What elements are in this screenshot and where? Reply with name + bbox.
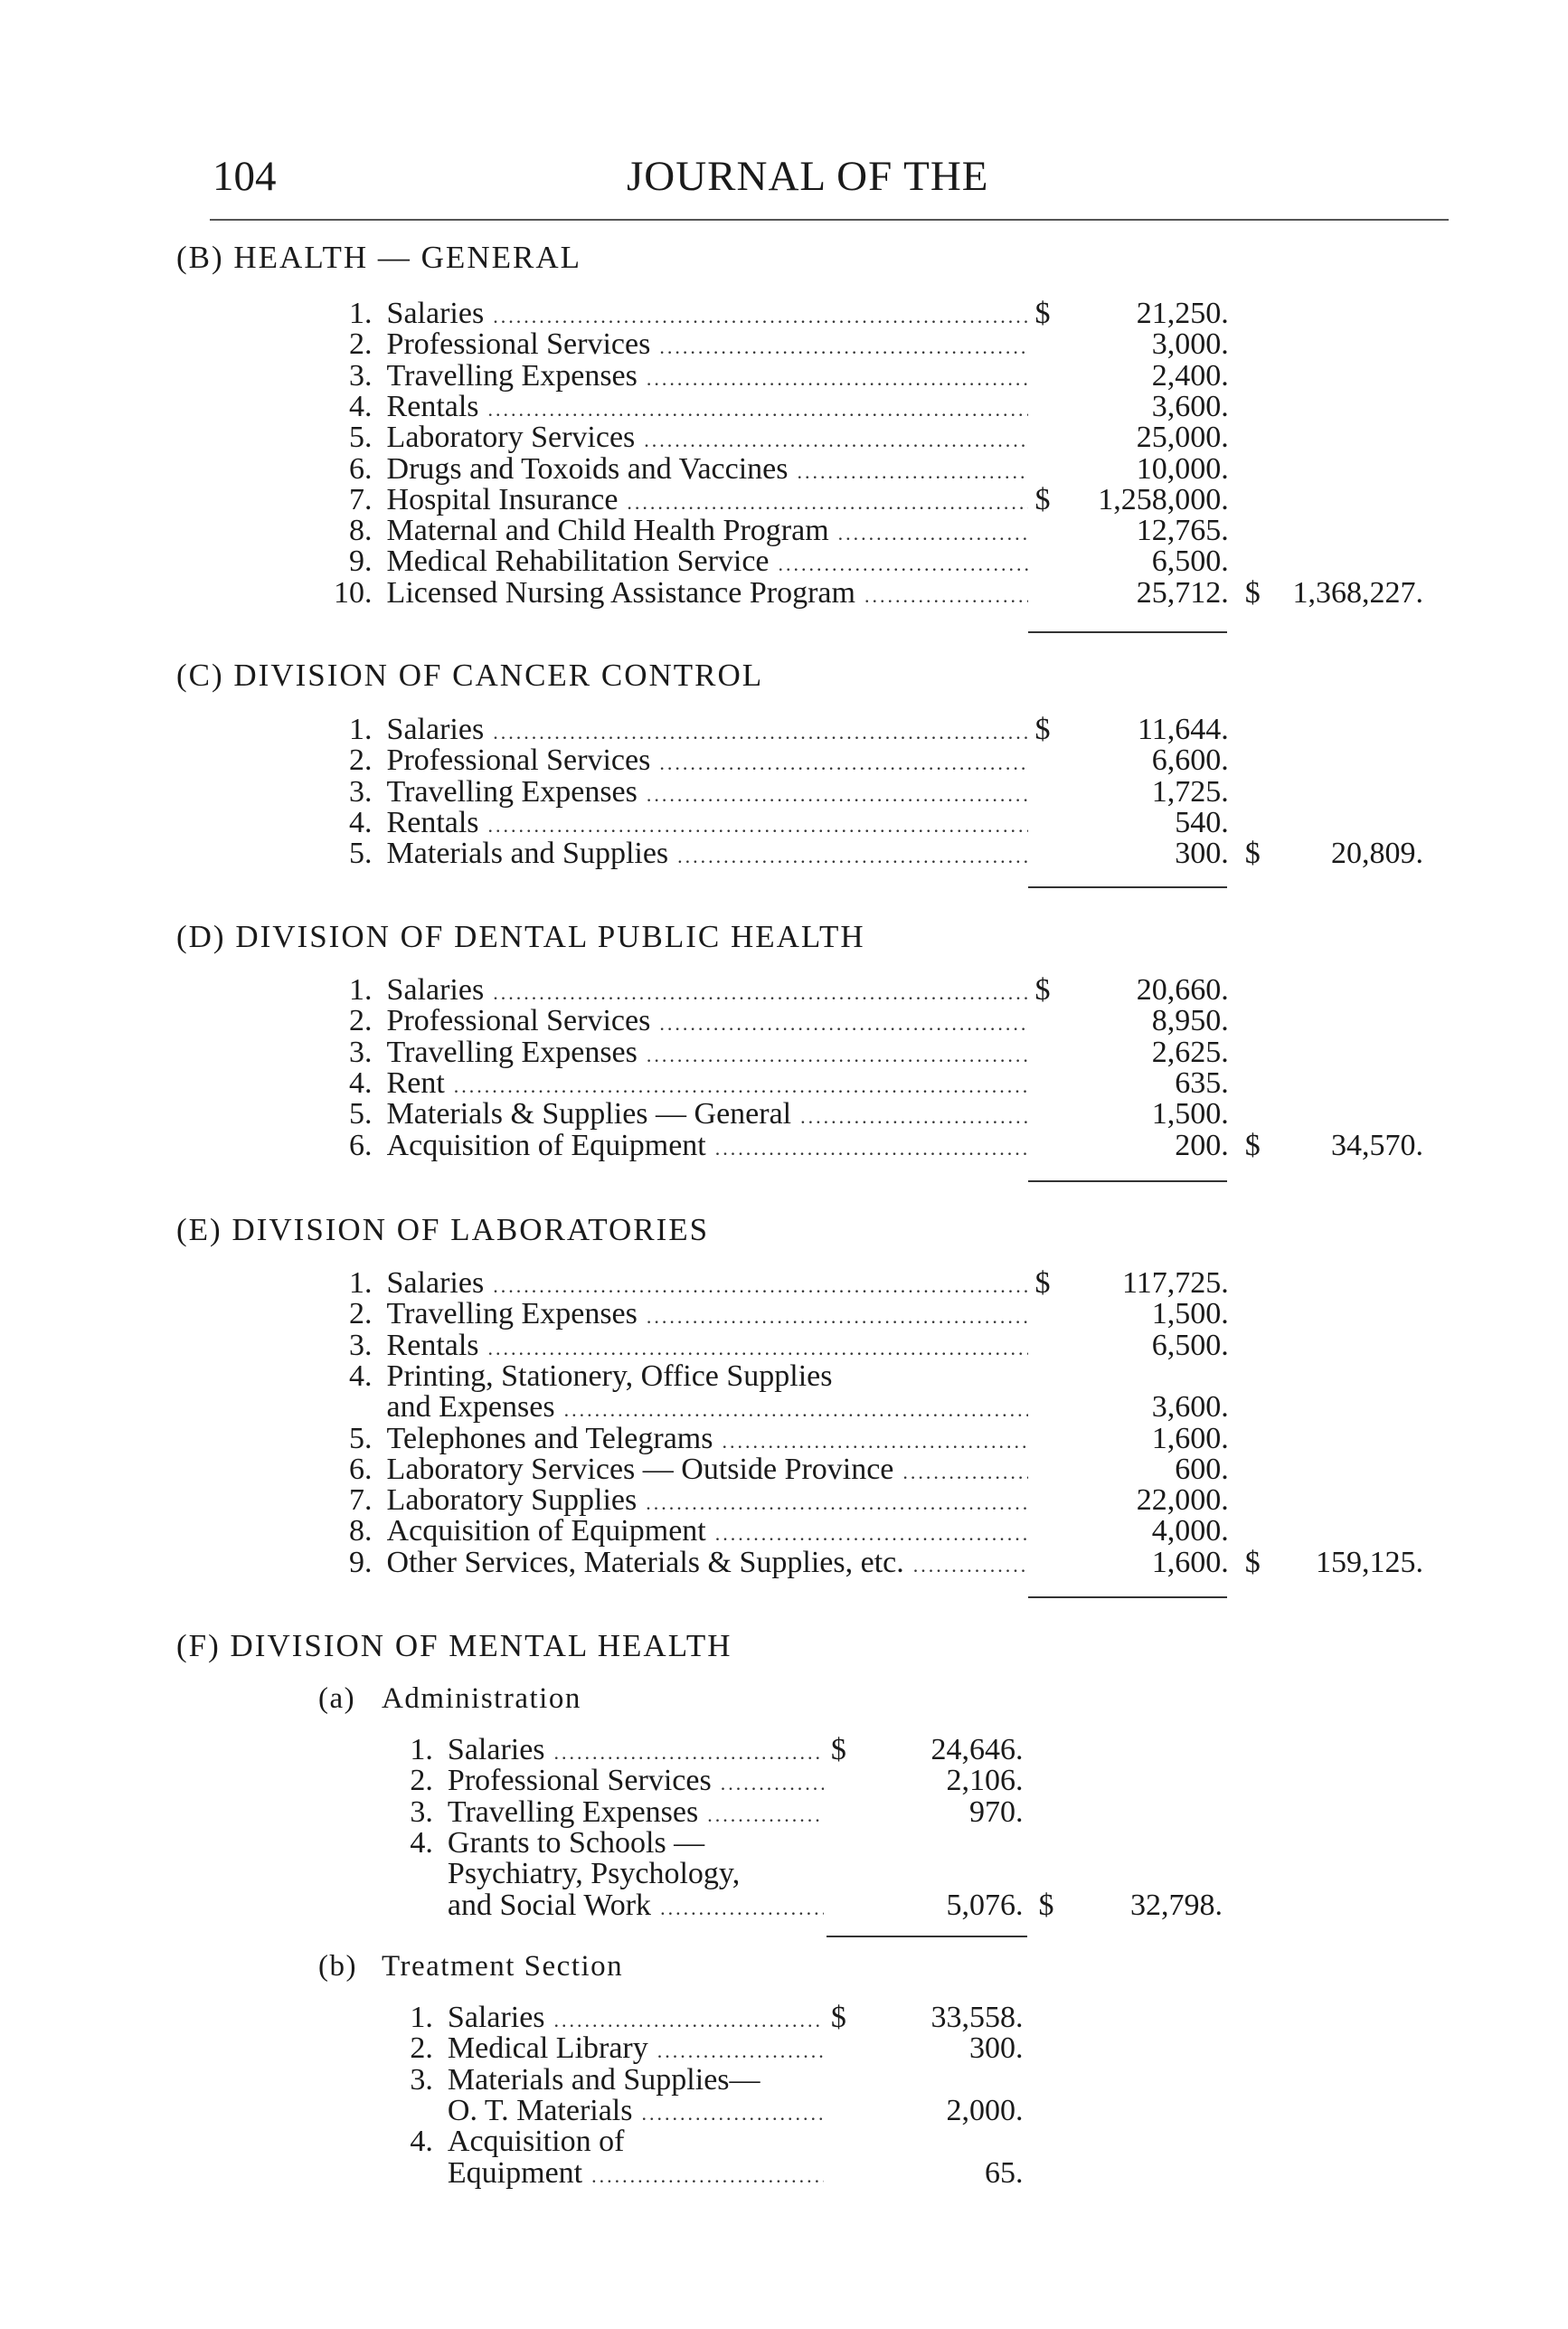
line-label-text: Salaries [386, 298, 485, 330]
section-total: 32,798. [1130, 1889, 1223, 1922]
section-label: (D) [176, 919, 226, 954]
budget-line [326, 516, 1423, 546]
line-amount: 8,950. [1151, 1004, 1229, 1037]
line-amount: 300. [968, 2031, 1024, 2065]
line-amount: 3,600. [1151, 390, 1229, 423]
line-label-text: Acquisition of Equipment [386, 1516, 706, 1548]
dot-leader [647, 1040, 1028, 1071]
line-number: 4. [349, 806, 373, 839]
dot-leader [646, 1488, 1027, 1519]
line-number: 1. [349, 713, 373, 746]
line-label-text: and Expenses [386, 1392, 555, 1424]
line-label-text: O. T. Materials [447, 2096, 633, 2127]
budget-line [393, 1797, 1223, 1828]
subsection-label: (b) [318, 1950, 357, 1983]
dot-leader [493, 301, 1027, 332]
dot-leader [644, 425, 1027, 456]
line-label [387, 1299, 1028, 1332]
line-label [387, 1268, 1028, 1302]
line-amount: 6,600. [1151, 743, 1229, 777]
line-number: 4. [349, 1359, 373, 1393]
dot-leader [677, 841, 1027, 872]
budget-line [393, 2096, 1223, 2126]
line-number: 2. [349, 743, 373, 777]
line-number: 3. [349, 359, 373, 393]
line-label-text: Laboratory Services — Outside Province [386, 1454, 894, 1486]
page-number: 104 [213, 153, 277, 200]
line-number: 3. [349, 1036, 373, 1069]
budget-line [326, 1392, 1423, 1423]
line-label [387, 298, 1028, 332]
budget-line [393, 1890, 1223, 1921]
section-total: 20,809. [1331, 837, 1423, 870]
line-label-text: Materials and Supplies [386, 838, 669, 870]
line-label [387, 485, 1028, 518]
line-number: 1. [349, 973, 373, 1007]
line-number: 2. [410, 2031, 433, 2065]
dollar-sign: $ [1034, 483, 1051, 516]
line-label-text: Travelling Expenses [386, 1299, 638, 1330]
line-number: 2. [410, 1764, 433, 1797]
section-total: 1,368,227. [1292, 576, 1423, 610]
line-number: 4. [349, 1066, 373, 1100]
section-e-heading [176, 1212, 709, 1248]
dot-leader [657, 2036, 824, 2067]
dot-leader [798, 457, 1028, 488]
line-number: 5. [349, 1422, 373, 1455]
budget-line [326, 1268, 1423, 1299]
section-b-heading [176, 240, 581, 276]
line-amount: 2,106. [946, 1764, 1024, 1797]
dot-leader [647, 780, 1028, 810]
budget-line [393, 1766, 1223, 1796]
line-label-text: Salaries [386, 715, 485, 746]
line-label-text: Hospital Insurance [386, 485, 619, 516]
line-label-text: Salaries [386, 1268, 485, 1300]
line-label-text: Salaries [447, 2002, 545, 2034]
line-label-text: Laboratory Supplies [386, 1485, 638, 1517]
line-label-text: Salaries [447, 1735, 545, 1766]
dot-leader [554, 2005, 824, 2036]
dot-leader [779, 549, 1028, 580]
budget-line [393, 2002, 1223, 2033]
line-label [387, 329, 1028, 363]
section-title: DIVISION OF MENTAL HEALTH [230, 1628, 732, 1663]
line-label [387, 838, 1028, 872]
line-amount: 600. [1175, 1453, 1229, 1486]
dot-leader [659, 332, 1027, 363]
line-label [387, 392, 1028, 425]
dot-leader [493, 717, 1027, 748]
budget-line [326, 715, 1423, 745]
budget-line [326, 1548, 1423, 1578]
line-label [448, 2002, 824, 2036]
budget-line [326, 838, 1423, 869]
section-title: HEALTH — GENERAL [233, 240, 581, 275]
subtotal-rule [1028, 886, 1227, 888]
line-label-text: Professional Services [386, 745, 651, 777]
line-amount: 3,600. [1151, 1390, 1229, 1424]
dot-leader [493, 978, 1027, 1008]
section-f-heading [176, 1628, 732, 1664]
budget-line [393, 2065, 1223, 2096]
subsection-title: Administration [382, 1682, 581, 1715]
line-label [387, 745, 1028, 779]
line-label-text: Telephones and Telegrams [386, 1424, 713, 1455]
dot-leader [647, 1302, 1028, 1332]
line-label [387, 975, 1028, 1008]
line-label [448, 2126, 824, 2157]
dot-leader [627, 488, 1027, 518]
dollar-sign: $ [1034, 713, 1051, 746]
budget-line [326, 298, 1423, 329]
budget-line [326, 329, 1423, 360]
budget-line [393, 1735, 1223, 1766]
line-label-text: Drugs and Toxoids and Vaccines [386, 454, 789, 486]
budget-line [393, 1859, 1223, 1889]
dot-leader [715, 1133, 1028, 1164]
subsection-a-heading [318, 1682, 581, 1716]
line-label-text: Professional Services [386, 329, 651, 361]
line-number: 5. [349, 837, 373, 870]
line-number: 6. [349, 452, 373, 486]
line-amount: 1,725. [1151, 775, 1229, 809]
line-amount: 1,500. [1151, 1097, 1229, 1131]
total-dollar-sign: $ [1038, 1889, 1054, 1922]
line-label [387, 422, 1028, 456]
total-dollar-sign: $ [1244, 1546, 1261, 1579]
dot-leader [715, 1519, 1028, 1549]
dot-leader [564, 1395, 1028, 1425]
section-title: DIVISION OF CANCER CONTROL [233, 658, 764, 693]
dot-leader [721, 1768, 824, 1799]
line-label-text: Materials & Supplies — General [386, 1099, 792, 1131]
total-dollar-sign: $ [1244, 1129, 1261, 1162]
budget-line [326, 745, 1423, 776]
line-number: 9. [349, 544, 373, 578]
line-label [387, 1361, 1028, 1392]
subsection-label: (a) [318, 1682, 356, 1715]
budget-line [326, 808, 1423, 838]
line-number: 10. [334, 576, 373, 610]
line-label [387, 715, 1028, 748]
line-amount: 65. [984, 2156, 1024, 2190]
budget-line [326, 422, 1423, 453]
budget-line [326, 392, 1423, 422]
line-label-text: Printing, Stationery, Office Supplies [386, 1359, 833, 1393]
line-label [387, 1006, 1028, 1039]
running-title: JOURNAL OF THE [627, 153, 989, 200]
dot-leader [554, 1737, 824, 1768]
line-label-text: Other Services, Materials & Supplies, etc. [386, 1548, 904, 1579]
line-label [448, 2033, 824, 2067]
line-amount: 300. [1175, 837, 1229, 870]
line-amount: 10,000. [1136, 452, 1229, 486]
line-label [448, 2158, 824, 2192]
line-label [387, 777, 1028, 810]
subtotal-rule [1028, 1180, 1227, 1182]
line-label-text: Medical Rehabilitation Service [386, 546, 770, 578]
line-amount: 3,000. [1151, 327, 1229, 361]
section-d-heading [176, 919, 865, 955]
line-number: 1. [410, 2001, 433, 2034]
line-label-text: Rentals [386, 392, 479, 423]
total-dollar-sign: $ [1244, 837, 1261, 870]
line-amount: 200. [1175, 1129, 1229, 1162]
budget-line [326, 1485, 1423, 1516]
section-label: (E) [176, 1212, 222, 1247]
dot-leader [660, 1893, 824, 1924]
line-number: 1. [349, 297, 373, 330]
line-amount: 33,558. [930, 2001, 1024, 2034]
line-label-text: and Social Work [447, 1890, 652, 1922]
line-amount: 11,644. [1137, 713, 1229, 746]
line-label [387, 516, 1028, 549]
line-label [387, 808, 1028, 841]
dollar-sign: $ [830, 2001, 846, 2034]
dot-leader [913, 1550, 1028, 1581]
dollar-sign: $ [1034, 1266, 1051, 1300]
line-label [387, 546, 1028, 580]
section-label: (C) [176, 658, 224, 693]
section-label: (B) [176, 240, 224, 275]
line-label [448, 2065, 824, 2096]
line-label-text: Travelling Expenses [447, 1797, 699, 1829]
budget-line [326, 1454, 1423, 1485]
line-label-text: Acquisition of Equipment [386, 1131, 706, 1162]
line-label [387, 1454, 1028, 1488]
budget-line [326, 454, 1423, 485]
line-amount: 22,000. [1136, 1483, 1229, 1517]
dot-leader [488, 394, 1028, 425]
line-number: 6. [349, 1129, 373, 1162]
budget-line [393, 1828, 1223, 1859]
line-amount: 2,000. [946, 2094, 1024, 2127]
line-number: 3. [410, 1795, 433, 1829]
budget-line [393, 2033, 1223, 2064]
dot-leader [454, 1071, 1028, 1102]
dollar-sign: $ [1034, 297, 1051, 330]
budget-line [326, 1131, 1423, 1161]
dollar-sign: $ [1034, 973, 1051, 1007]
budget-line [326, 1037, 1423, 1068]
section-title: DIVISION OF LABORATORIES [231, 1212, 710, 1247]
line-label [387, 361, 1028, 394]
line-label [387, 1424, 1028, 1457]
budget-line [326, 1516, 1423, 1547]
line-number: 2. [349, 1297, 373, 1330]
line-label [448, 1859, 824, 1889]
line-label-text: Psychiatry, Psychology, [447, 1857, 741, 1890]
line-label-text: Licensed Nursing Assistance Program [386, 578, 855, 610]
dot-leader [659, 748, 1027, 779]
line-label [387, 1516, 1028, 1549]
budget-line [326, 1099, 1423, 1130]
section-total: 34,570. [1331, 1129, 1423, 1162]
line-number: 1. [410, 1733, 433, 1766]
budget-line [326, 361, 1423, 392]
dot-leader [800, 1102, 1027, 1132]
subsection-b-heading [318, 1950, 623, 1983]
line-amount: 24,646. [930, 1733, 1024, 1766]
budget-line [326, 1361, 1423, 1392]
line-label [387, 1548, 1028, 1581]
header-rule [210, 219, 1449, 221]
section-label: (F) [176, 1628, 221, 1663]
line-amount: 1,600. [1151, 1422, 1229, 1455]
dot-leader [707, 1800, 824, 1831]
dot-leader [647, 364, 1028, 394]
line-number: 7. [349, 1483, 373, 1517]
line-label-text: Medical Library [447, 2033, 648, 2065]
budget-line [326, 546, 1423, 577]
line-number: 4. [410, 1826, 433, 1860]
line-label [387, 1068, 1028, 1102]
line-number: 8. [349, 514, 373, 547]
line-label-text: Salaries [386, 975, 485, 1007]
dot-leader [902, 1457, 1027, 1488]
subtotal-rule [827, 1936, 1027, 1937]
budget-line [326, 975, 1423, 1006]
line-label-text: Travelling Expenses [386, 777, 638, 809]
line-amount: 25,000. [1136, 421, 1229, 454]
line-label-text: Laboratory Services [386, 422, 636, 454]
line-label [387, 454, 1028, 488]
line-amount: 970. [968, 1795, 1024, 1829]
line-number: 3. [349, 1329, 373, 1362]
line-number: 5. [349, 421, 373, 454]
line-label-text: Maternal and Child Health Program [386, 516, 829, 547]
line-number: 4. [410, 2125, 433, 2158]
line-label [387, 1485, 1028, 1519]
budget-line [393, 2126, 1223, 2157]
line-amount: 21,250. [1136, 297, 1229, 330]
line-number: 4. [349, 390, 373, 423]
dot-leader [838, 518, 1028, 549]
line-label-text: Equipment [447, 2158, 583, 2190]
line-amount: 6,500. [1151, 544, 1229, 578]
line-amount: 12,765. [1136, 514, 1229, 547]
dot-leader [591, 2161, 824, 2192]
total-dollar-sign: $ [1244, 576, 1261, 610]
budget-line [326, 485, 1423, 516]
line-amount: 540. [1175, 806, 1229, 839]
line-amount: 1,258,000. [1098, 483, 1229, 516]
line-label-text: Professional Services [447, 1766, 712, 1797]
line-number: 8. [349, 1514, 373, 1548]
line-label [387, 1099, 1028, 1132]
line-amount: 4,000. [1151, 1514, 1229, 1548]
line-label [448, 1828, 824, 1859]
budget-line [393, 2158, 1223, 2189]
line-number: 2. [349, 1004, 373, 1037]
line-number: 7. [349, 483, 373, 516]
line-label-text: Professional Services [386, 1006, 651, 1037]
line-number: 3. [349, 775, 373, 809]
line-label-text: Rent [386, 1068, 445, 1100]
line-label-text: Rentals [386, 1330, 479, 1362]
line-number: 1. [349, 1266, 373, 1300]
dot-leader [659, 1008, 1027, 1039]
line-amount: 6,500. [1151, 1329, 1229, 1362]
dot-leader [864, 581, 1028, 611]
section-c-heading [176, 658, 763, 694]
line-number: 9. [349, 1546, 373, 1579]
line-number: 2. [349, 327, 373, 361]
section-title: DIVISION OF DENTAL PUBLIC HEALTH [235, 919, 865, 954]
subsection-title: Treatment Section [382, 1950, 624, 1983]
budget-line [326, 777, 1423, 808]
line-amount: 2,400. [1151, 359, 1229, 393]
line-label-text: Acquisition of [447, 2125, 625, 2158]
budget-line [326, 1424, 1423, 1454]
line-amount: 2,625. [1151, 1036, 1229, 1069]
line-amount: 117,725. [1121, 1266, 1229, 1300]
section-total: 159,125. [1316, 1546, 1423, 1579]
line-amount: 25,712. [1136, 576, 1229, 610]
budget-line [326, 1299, 1423, 1330]
line-label [448, 1735, 824, 1768]
line-number: 6. [349, 1453, 373, 1486]
line-amount: 5,076. [946, 1889, 1024, 1922]
budget-line [326, 1068, 1423, 1099]
line-label-text: Rentals [386, 808, 479, 839]
dot-leader [493, 1271, 1027, 1302]
budget-line [326, 1006, 1423, 1037]
line-amount: 20,660. [1136, 973, 1229, 1007]
budget-line [326, 578, 1423, 609]
line-label-text: Travelling Expenses [386, 361, 638, 393]
subtotal-rule [1028, 631, 1227, 633]
line-label [387, 578, 1028, 611]
line-amount: 1,600. [1151, 1546, 1229, 1579]
line-label-text: Grants to Schools — [447, 1826, 705, 1860]
line-number: 5. [349, 1097, 373, 1131]
line-number: 3. [410, 2063, 433, 2097]
dot-leader [642, 2098, 824, 2129]
dollar-sign: $ [830, 1733, 846, 1766]
budget-line [326, 1330, 1423, 1361]
line-amount: 1,500. [1151, 1297, 1229, 1330]
subtotal-rule [1028, 1596, 1227, 1598]
line-label [387, 1392, 1028, 1425]
dot-leader [488, 810, 1028, 841]
line-label [387, 1037, 1028, 1071]
line-amount: 635. [1175, 1066, 1229, 1100]
line-label-text: Materials and Supplies— [447, 2063, 760, 2097]
dot-leader [722, 1426, 1027, 1457]
line-label-text: Travelling Expenses [386, 1037, 638, 1069]
line-label [448, 1890, 824, 1924]
line-label [387, 1131, 1028, 1164]
line-label [448, 1766, 824, 1799]
